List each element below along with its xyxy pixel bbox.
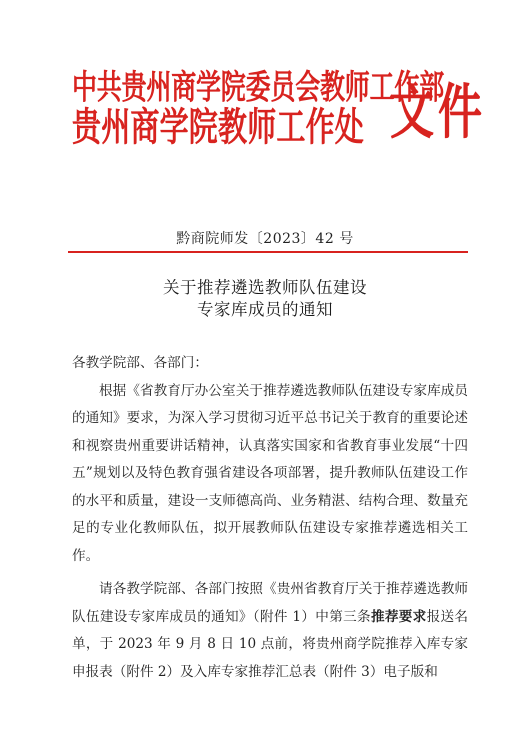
- document-label: 文件: [390, 78, 486, 148]
- org-name-line-2: 贵州商学院教师工作处: [72, 103, 365, 150]
- document-number: 黔商院师发〔2023〕42 号: [176, 231, 354, 247]
- document-body: [72, 350, 468, 686]
- header-divider: [68, 251, 468, 253]
- title-line-1: 关于推荐遴选教师队伍建设: [163, 278, 367, 297]
- org-name-line-1: 中共贵州商学院委员会教师工作部: [72, 67, 445, 107]
- document-header: [72, 67, 486, 168]
- salutation: 各教学院部、各部门：: [72, 355, 208, 371]
- paragraph-1: 根据《省教育厅办公室关于推荐遴选教师队伍建设专家库成员的通知》要求，为深入学习贯彻习近平总书记关于教育的重要论述和视察贵州重要讲话精神，认真落实国家和省教育事业发展“十四五”规划以及特色教育强省建设各项部署，提升教师队伍建设工作的水平和质量，建设一支师德高尚、业务精湛、结构合理、数量充足的专业化教师队伍，拟开展教师队伍建设专家推荐遴选相关工作。: [72, 382, 468, 564]
- paragraph-2-text-start: 请各教学院部、各部门按照《贵州省教育厅关于推荐遴选教师队伍建设专家库成员的通知》（附件 1）中第三条: [72, 581, 468, 625]
- paragraph-2-text-end: 报送名单，于 2023 年 9 月 8 日 10 点前，将贵州商学院推荐入库专家申报表（附件 2）及入库专家推荐汇总表（附件 3）电子版和: [72, 608, 469, 680]
- document-title: [0, 277, 530, 321]
- paragraph-2-bold-phrase: 推荐要求: [370, 608, 427, 625]
- paragraph-2: [72, 576, 468, 686]
- title-line-2: 专家库成员的通知: [197, 300, 333, 319]
